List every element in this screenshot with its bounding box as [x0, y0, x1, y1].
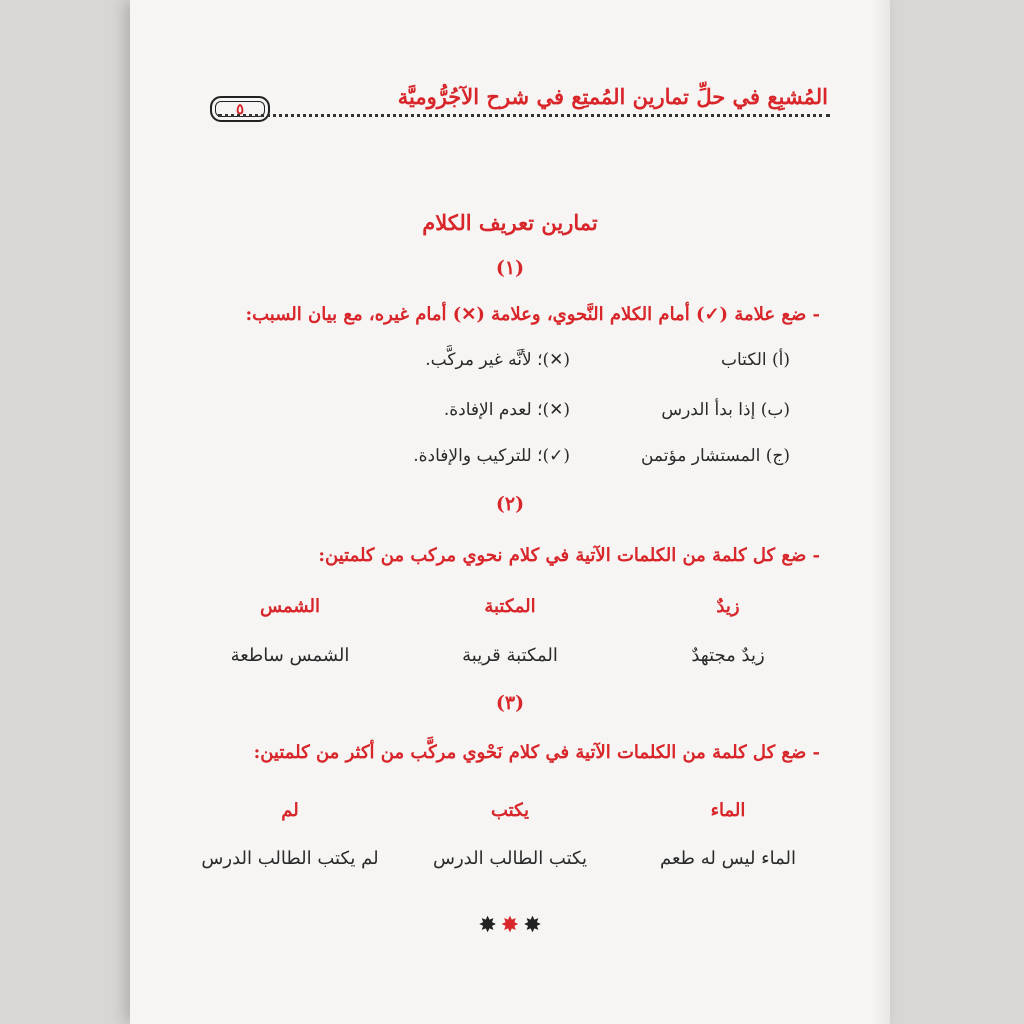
exercise-number-1: (١): [495, 257, 525, 279]
exercise-1-item-b-label: (ب) إذا بدأ الدرس: [661, 400, 790, 420]
exercise-3-sentence-2: يكتب الطالب الدرس: [433, 848, 587, 869]
exercise-1-instruction: - ضع علامة (✓) أمام الكلام النَّحوي، وعلامة (✕) أمام غيره، مع بيان السبب:: [245, 304, 820, 325]
star-ornament-icon: ✸: [523, 913, 542, 938]
page-number-badge: [210, 96, 270, 122]
exercise-2-instruction: - ضع كل كلمة من الكلمات الآتية في كلام نحوي مركب من كلمتين:: [318, 545, 820, 566]
exercise-2-word-3: الشمس: [260, 596, 320, 617]
star-ornament-icon: ✸: [500, 913, 520, 938]
page-number: ٥: [235, 100, 245, 118]
header-dotted-rule: [218, 114, 830, 117]
exercise-3-sentence-1: الماء ليس له طعم: [660, 848, 796, 869]
exercise-2-sentence-3: الشمس ساطعة: [230, 645, 350, 666]
book-page: [130, 0, 890, 1024]
running-title: المُشبِع في حلِّ تمارين المُمتِع في شرح الآجُرُّوميَّة: [397, 84, 828, 109]
page-title: تمارين تعريف الكلام: [422, 210, 598, 235]
exercise-number-3: (٣): [495, 692, 525, 714]
exercise-3-sentence-3: لم يكتب الطالب الدرس: [201, 848, 379, 869]
exercise-2-word-1: زيدٌ: [716, 596, 740, 617]
exercise-3-word-3: لم: [281, 800, 299, 821]
exercise-1-item-a-answer: (✕)؛ لأنَّه غير مركَّب.: [425, 350, 570, 370]
exercise-3-word-2: يكتب: [490, 800, 530, 821]
exercise-number-2: (٢): [495, 493, 525, 515]
exercise-1-item-b-answer: (✕)؛ لعدم الإفادة.: [443, 400, 570, 420]
section-end-ornament: [470, 913, 550, 939]
exercise-2-word-2: المكتبة: [484, 596, 536, 617]
exercise-1-item-c-answer: (✓)؛ للتركيب والإفادة.: [413, 446, 570, 466]
exercise-1-item-c-label: (ج) المستشار مؤتمن: [640, 446, 790, 466]
exercise-2-sentence-2: المكتبة قريبة: [462, 645, 558, 666]
exercise-1-item-a-label: (أ) الكتاب: [721, 350, 790, 370]
exercise-3-instruction: - ضع كل كلمة من الكلمات الآتية في كلام نَحْوي مركَّب من أكثر من كلمتين:: [253, 742, 820, 763]
exercise-3-word-1: الماء: [710, 800, 746, 821]
star-ornament-icon: ✸: [478, 913, 497, 938]
exercise-2-sentence-1: زيدٌ مجتهدٌ: [691, 645, 765, 666]
